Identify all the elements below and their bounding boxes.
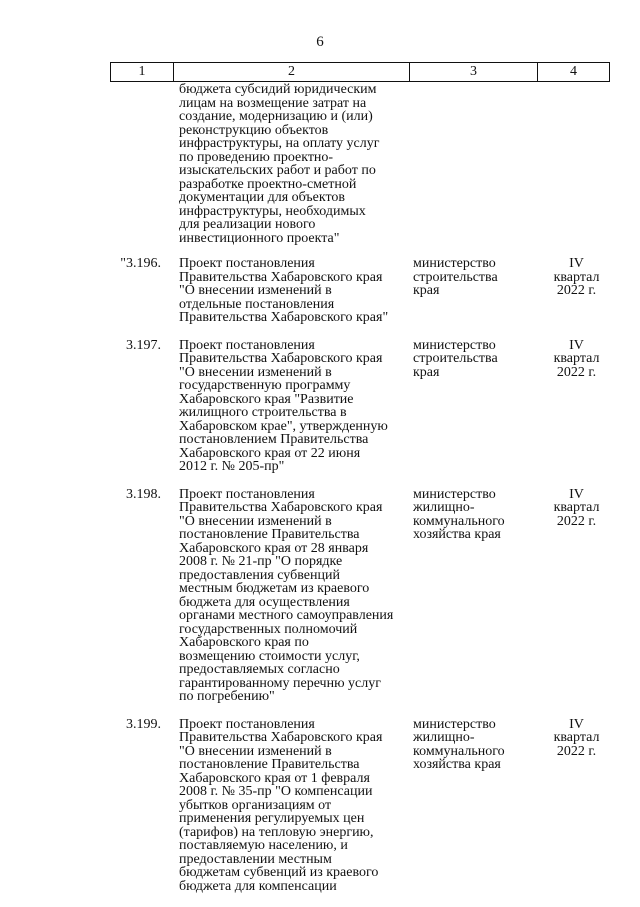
row-number: 3.198. xyxy=(126,486,161,502)
row-term xyxy=(537,83,608,245)
row-number: "3.196. xyxy=(120,256,161,271)
header-col-1: 1 xyxy=(111,63,174,81)
row-title: Проект постановления Правительства Хабаровского края "О внесении изменений в постановление Правительства Хабаровского края от 28 января 2008 г. № 21-пр "О порядке предоставления субвенций местным бюджетам из краевого бюджета для осуществления органами местного самоуправления государственных полномочий Хабаровского края по возмещению стоимости услуг, предоставляемых согласно гарантированному перечню услуг по погребению" xyxy=(179,486,394,704)
row-term: IV квартал 2022 г. xyxy=(553,486,600,529)
table-row xyxy=(110,718,610,894)
row-title: Проект постановления Правительства Хабаровского края "О внесении изменений в отдельные постановления Правительства Хабаровского края" xyxy=(179,256,389,325)
header-col-2: 2 xyxy=(174,63,410,81)
header-col-4: 4 xyxy=(570,64,577,79)
row-term: IV квартал 2022 г. xyxy=(553,256,600,298)
row-executor: министерство жилищно- коммунального хозяйства края xyxy=(413,716,505,772)
row-title: бюджета субсидий юридическим лицам на возмещение затрат на создание, модернизацию и (или) реконструкцию объектов инфраструктуры, на оплату услуг по проведению проектно- изыскательских работ и работ по разработке проектно-сметной документации для объектов инфраструктуры, необходимых для реализации нового инвестиционного проекта" xyxy=(179,82,380,246)
table-body xyxy=(110,83,610,907)
header-col-3: 3 xyxy=(410,63,538,81)
table-row xyxy=(110,488,610,704)
row-term: IV квартал 2022 г. xyxy=(553,337,600,380)
row-term: IV квартал 2022 г. xyxy=(553,716,600,759)
row-title: Проект постановления Правительства Хабаровского края "О внесении изменений в постановление Правительства Хабаровского края от 1 февраля 2008 г. № 35-пр "О компенсации убытков организациям от применения регулируемых цен (тарифов) на тепловую энергию, поставляемую населению, и предоставлении местным бюджетам субвенций из краевого бюджета для компенсации xyxy=(179,716,383,894)
table-header xyxy=(110,62,610,82)
table-row-continuation xyxy=(110,83,610,245)
row-number: 3.199. xyxy=(126,716,161,732)
row-number: 3.197. xyxy=(126,337,161,353)
row-number xyxy=(110,83,173,245)
row-executor: министерство строительства края xyxy=(413,337,498,380)
table-row xyxy=(110,257,610,325)
row-executor: министерство жилищно- коммунального хозяйства края xyxy=(413,486,505,542)
page-number: 6 xyxy=(316,34,324,50)
row-executor: министерство строительства края xyxy=(413,256,498,298)
row-title: Проект постановления Правительства Хабаровского края "О внесении изменений в государственную программу Хабаровского края "Развитие жилищного строительства в Хабаровском крае", утвержденную постановлением Правительства Хабаровского края от 22 июня 2012 г. № 205-пр" xyxy=(179,337,388,474)
table-row xyxy=(110,339,610,474)
row-executor xyxy=(409,83,537,245)
